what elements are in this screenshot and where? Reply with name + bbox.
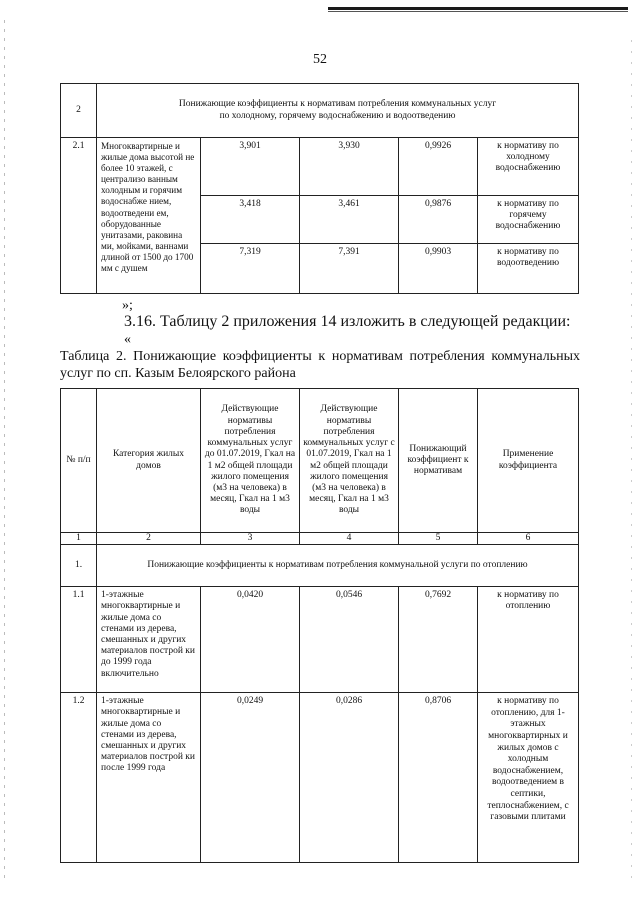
norm-after: 0,0546: [300, 587, 399, 693]
table-water-coefficients: [60, 83, 579, 294]
header-application: Применение коэффициента: [478, 389, 579, 533]
page-number: 52: [313, 52, 327, 67]
application: к нормативу по холодному водоснабжению: [478, 138, 579, 196]
norm-before: 0,0420: [201, 587, 300, 693]
scan-right-edge: [631, 40, 632, 880]
house-category: 1-этажные многоквартирные и жилые дома со стенами из дерева, смешанных и других материалов построй ки до 1999 года включительно: [97, 587, 201, 693]
norm-after: 3,930: [300, 138, 399, 196]
norm-before: 7,319: [201, 244, 300, 294]
row-number: 1.1: [61, 587, 97, 693]
norm-before: 3,901: [201, 138, 300, 196]
norm-after: 0,0286: [300, 693, 399, 863]
section-title-line1: Понижающие коэффициенты к нормативам потребления коммунальных услуг: [178, 99, 497, 110]
col-number: 4: [300, 533, 399, 545]
opening-quote: «: [124, 332, 131, 347]
table-heating-coefficients: [60, 388, 579, 863]
col-number: 5: [399, 533, 478, 545]
norm-before: 0,0249: [201, 693, 300, 863]
application: к нормативу по отоплению: [478, 587, 579, 693]
coefficient: 0,7692: [399, 587, 478, 693]
col-number: 3: [201, 533, 300, 545]
coefficient: 0,9903: [399, 244, 478, 294]
scan-left-edge: [4, 20, 5, 880]
col-number: 2: [97, 533, 201, 545]
section-title-line2: по холодному, горячему водоснабжению и водоотведению: [219, 110, 456, 121]
coefficient: 0,8706: [399, 693, 478, 863]
section-number: 2: [61, 84, 97, 138]
row-number: 1.2: [61, 693, 97, 863]
header-norm-after: Действующие нормативы потребления коммунальных услуг с 01.07.2019, Гкал на 1 м2 общей площади жилого помещения (м3 на человека) в месяц, Гкал на 1 м3 воды: [300, 389, 399, 533]
section-title: Понижающие коэффициенты к нормативам потребления коммунальной услуги по отоплению: [97, 545, 579, 587]
header-norm-before: Действующие нормативы потребления коммунальных услуг до 01.07.2019, Гкал на 1 м2 общей площади жилого помещения (м3 на человека) в месяц, Гкал на 1 м3 воды: [201, 389, 300, 533]
house-category: Многоквартирные и жилые дома высотой не более 10 этажей, с централизо ванным холодным и горячим водоснабже нием, водоотведени ем, оборудованные унитазами, раковина ми, мойками, ваннами длиной от 1500 до 1700 мм с душем: [97, 138, 201, 294]
scan-top-rule: [328, 7, 628, 10]
col-number: 1: [61, 533, 97, 545]
section-title: [97, 84, 579, 138]
norm-after: 3,461: [300, 196, 399, 244]
section-number: 1.: [61, 545, 97, 587]
application: к нормативу по горячему водоснабжению: [478, 196, 579, 244]
header-coefficient: Понижающий коэффициент к нормативам: [399, 389, 478, 533]
coefficient: 0,9876: [399, 196, 478, 244]
house-category: 1-этажные многоквартирные и жилые дома со стенами из дерева, смешанных и других материалов построй ки после 1999 года: [97, 693, 201, 863]
closing-quote: »;: [122, 298, 133, 313]
coefficient: 0,9926: [399, 138, 478, 196]
amendment-heading: 3.16. Таблицу 2 приложения 14 изложить в следующей редакции:: [124, 313, 571, 330]
application: к нормативу по водоотведению: [478, 244, 579, 294]
norm-before: 3,418: [201, 196, 300, 244]
header-number: № п/п: [61, 389, 97, 533]
row-number: 2.1: [61, 138, 97, 294]
header-category: Категория жилых домов: [97, 389, 201, 533]
table-caption-line1: Таблица 2. Понижающие коэффициенты к нормативам потребления коммунальных: [60, 349, 580, 364]
scan-top-rule-thin: [328, 11, 628, 12]
table-caption-line2: услуг по сп. Казым Белоярского района: [60, 366, 296, 381]
col-number: 6: [478, 533, 579, 545]
application: к нормативу по отоплению, для 1-этажных многоквартирных и жилых домов с холодным водоснабжением, водоотведением в септики, теплоснабжением, с газовыми плитами: [478, 693, 579, 863]
norm-after: 7,391: [300, 244, 399, 294]
